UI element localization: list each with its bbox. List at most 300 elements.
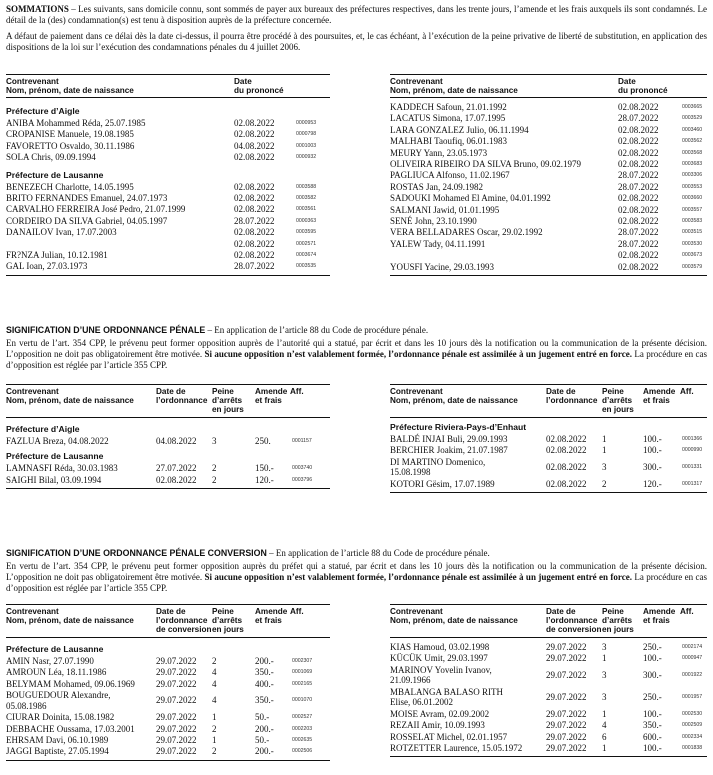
contrevenant-name: CROPANISE Manuele, 19.08.1985: [6, 129, 134, 140]
affaire-number: 0003740: [292, 465, 313, 472]
peine-jours: 1: [212, 712, 217, 723]
table-row: [390, 262, 707, 272]
affaire-number: 0003535: [296, 263, 317, 270]
affaire-number: 0002527: [292, 714, 313, 721]
ordonnance-table-right: [390, 384, 707, 489]
table-row: [390, 205, 707, 215]
column-header-amende: Amende et frais: [643, 387, 676, 405]
table-row: [390, 653, 707, 664]
amende-frais: 200.-: [255, 746, 274, 757]
contrevenant-name: DEBBACHE Oussama, 17.03.2001: [6, 723, 135, 734]
table-row: [6, 463, 330, 474]
table-row: [6, 475, 330, 486]
prononce-date: 02.08.2022: [234, 250, 275, 260]
contrevenant-birthdate: Elise, 06.01.2002: [390, 697, 453, 708]
table-row: [390, 743, 707, 754]
contrevenant-name: ROSTAS Jan, 24.09.1982: [390, 181, 484, 192]
peine-jours: 2: [212, 656, 217, 666]
affaire-number: 0000798: [296, 131, 317, 138]
affaire-number: 0003553: [682, 183, 703, 190]
table-row-continued: [390, 250, 707, 260]
table-row: [390, 687, 707, 709]
amende-frais: 350.-: [643, 720, 662, 731]
column-header-peine: Peine d’arrêts en jours: [602, 607, 634, 634]
affaire-number: 0002165: [292, 680, 313, 687]
ordonnance-intro: SIGNIFICATION D’UNE ORDONNANCE PÉNALE – En application de l’article 88 du Code de procédure pénale.: [6, 325, 429, 335]
affaire-number: 0001838: [682, 745, 703, 751]
column-header-name: Contrevenant Nom, prénom, date de naissance: [390, 607, 518, 625]
affaire-number: 0003562: [682, 138, 703, 145]
table-header: [6, 74, 330, 98]
affaire-number: 0001157: [292, 438, 312, 444]
prononce-date: 02.08.2022: [618, 250, 659, 261]
affaire-number: 0003595: [296, 229, 317, 236]
amende-frais: 50.-: [255, 735, 270, 745]
prononce-date: 02.08.2022: [234, 129, 275, 140]
amende-frais: 120.-: [643, 478, 662, 489]
prefecture-heading: Préfecture Riviera-Pays-d’Enhaut: [390, 422, 527, 432]
contrevenant-name: BOUGUEDOUR Alexandre,: [6, 690, 111, 701]
table-bottom-rule: [6, 488, 330, 489]
contrevenant-name: DI MARTINO Domenico,: [390, 456, 486, 467]
peine-jours: 4: [212, 695, 217, 706]
contrevenant-name: MBALANGA BALASO RITH: [390, 686, 504, 697]
sommations-table-right: [390, 74, 707, 272]
table-row: [6, 204, 330, 214]
ordonnance-date: 29.07.2022: [546, 708, 587, 719]
amende-frais: 200.-: [255, 723, 274, 734]
contrevenant-name: BELYMAM Mohamed, 09.06.1969: [6, 678, 135, 689]
affaire-number: 0000953: [296, 120, 317, 126]
contrevenant-name: SENÉ John, 23.10.1990: [390, 216, 477, 226]
table-header: [390, 384, 707, 418]
contrevenant-name: ROSSELAT Michel, 02.01.1957: [390, 731, 508, 742]
table-row: [390, 239, 707, 249]
table-row: [390, 193, 707, 203]
table-row: [6, 261, 330, 271]
ordonnance-date: 29.07.2022: [156, 656, 197, 666]
ordonnance-date: 02.08.2022: [546, 445, 587, 456]
prononce-date: 02.08.2022: [618, 102, 659, 112]
ordonnance-date: 29.07.2022: [546, 653, 587, 664]
table-row: [6, 690, 330, 712]
prononce-date: 02.08.2022: [618, 124, 659, 135]
affaire-number: 0003530: [682, 240, 703, 247]
table-row: [6, 182, 330, 192]
column-header-name: Contrevenant Nom, prénom, date de naissance: [6, 607, 134, 625]
peine-jours: 1: [212, 735, 217, 745]
ordonnance-date: 29.07.2022: [156, 723, 197, 734]
table-row: [6, 227, 330, 237]
affaire-number: 0003583: [682, 218, 703, 224]
affaire-number: 0001003: [296, 142, 317, 149]
prefecture-heading: Préfecture d’Aigle: [6, 106, 80, 116]
table-row: [390, 434, 707, 445]
affaire-number: 0002635: [292, 737, 313, 743]
column-header-aff: Aff.: [680, 607, 694, 616]
affaire-number: 0003660: [682, 195, 703, 202]
prononce-date: 02.08.2022: [234, 204, 275, 215]
column-header-amende: Amende et frais: [643, 607, 676, 625]
contrevenant-name: MEURY Yann, 23.05.1973: [390, 147, 488, 158]
prononce-date: 02.08.2022: [234, 181, 275, 192]
affaire-number: 0003561: [296, 206, 317, 213]
prononce-date: 28.07.2022: [618, 181, 659, 192]
table-row: [390, 709, 707, 720]
peine-jours: 1: [602, 445, 607, 456]
ordonnance-date: 02.08.2022: [546, 434, 587, 444]
contrevenant-name: DANAILOV Ivan, 17.07.2003: [6, 227, 117, 238]
table-row: [390, 227, 707, 237]
contrevenant-name: AMROUN Léa, 18.11.1986: [6, 667, 107, 678]
column-header-date: Date de l’ordonnance de conversion: [156, 607, 212, 634]
table-row: [390, 125, 707, 135]
table-row: [390, 457, 707, 479]
contrevenant-name: CIURAR Doinita, 15.08.1982: [6, 712, 115, 723]
table-header: [390, 604, 707, 638]
contrevenant-name: CORDEIRO DA SILVA Gabriel, 04.05.1997: [6, 215, 168, 226]
contrevenant-name: EHRSAM Davi, 06.10.1989: [6, 735, 109, 745]
column-header-peine: Peine d’arrêts en jours: [602, 387, 634, 414]
contrevenant-name: AMIN Nasr, 27.07.1990: [6, 656, 94, 666]
contrevenant-name: SALMANI Jawid, 01.01.1995: [390, 204, 500, 215]
contrevenant-name: MALHABI Taoufiq, 06.01.1983: [390, 136, 507, 147]
peine-jours: 4: [602, 720, 607, 731]
affaire-number: 0003529: [682, 115, 703, 122]
contrevenant-name: KÜCÜK Umit, 29.03.1997: [390, 653, 488, 664]
table-row: [6, 129, 330, 139]
affaire-number: 0001317: [682, 480, 703, 487]
contrevenant-name: FR?NZA Julian, 10.12.1981: [6, 250, 108, 260]
ordonnance-title: SIGNIFICATION D’UNE ORDONNANCE PÉNALE: [6, 325, 206, 335]
table-bottom-rule: [6, 275, 330, 276]
column-header-amende: Amende et frais: [255, 607, 288, 625]
table-row: [6, 746, 330, 757]
amende-frais: 250.-: [643, 642, 662, 652]
affaire-number: 0002307: [292, 658, 313, 664]
contrevenant-name: FAZLUA Breza, 04.08.2022: [6, 436, 109, 446]
prononce-date: 28.07.2022: [234, 215, 275, 226]
table-row: [390, 445, 707, 456]
column-header-date: Date de l’ordonnance de conversion: [546, 607, 602, 634]
sommations-intro: SOMMATIONS – Les suivants, sans domicile connu, sont sommés de payer aux bureaux des préfectures respectives, dans les trente jours, l’amende et les frais auxquels ils sont condamnés. Le détail de la (des) condamnation(s) est tenu à disposition auprès de la préfecture concernée.: [6, 4, 707, 25]
peine-jours: 2: [212, 723, 217, 734]
affaire-number: 0000932: [296, 154, 317, 161]
table-row: [6, 656, 330, 667]
affaire-number: 0003515: [682, 229, 703, 236]
table-bottom-rule: [390, 492, 707, 493]
sommations-title: SOMMATIONS: [6, 4, 69, 14]
affaire-number: 0003674: [296, 252, 317, 258]
contrevenant-name: ROTZETTER Laurence, 15.05.1972: [390, 743, 523, 753]
ordonnance-date: 27.07.2022: [156, 463, 197, 474]
prefecture-heading: Préfecture de Lausanne: [6, 644, 104, 654]
ordonnance-date: 29.07.2022: [546, 743, 587, 753]
contrevenant-name: LACATUS Simona, 17.07.1995: [390, 113, 506, 124]
peine-jours: 3: [602, 669, 607, 680]
peine-jours: 1: [602, 708, 607, 719]
ordonnance-date: 29.07.2022: [156, 746, 197, 757]
contrevenant-name: VERA BELLADARES Oscar, 29.02.1992: [390, 227, 543, 238]
contrevenant-birthdate: 21.09.1966: [390, 675, 431, 686]
amende-frais: 50.-: [255, 712, 270, 723]
table-row: [390, 159, 707, 169]
conversion-text: En vertu de l’art. 354 CPP, le prévenu peut former opposition auprès du préfet qui a statué, par écrit et dans les 10 jours dès la notification ou la communication de la présente décision. L’opposition ne doit pas obligatoirement être motivée. Si aucune opposition n’est valablement formée, l’ordonnance pénale est assimilée à un jugement entré en force. La procédure en cas d’opposition est réglée par l’article 355 CPP.: [6, 561, 707, 593]
contrevenant-birthdate: 15.08.1998: [390, 467, 431, 478]
table-row-continued: [6, 239, 330, 249]
affaire-number: 0002506: [292, 748, 313, 755]
amende-frais: 150.-: [255, 463, 274, 474]
contrevenant-name: LARA GONZALEZ Julio, 06.11.1994: [390, 124, 529, 135]
ordonnance-date: 02.08.2022: [546, 478, 587, 489]
table-row: [6, 436, 330, 447]
prefecture-heading: Préfecture de Lausanne: [6, 169, 104, 180]
peine-jours: 3: [602, 461, 607, 472]
prononce-date: 02.08.2022: [234, 152, 275, 163]
table-row: [390, 732, 707, 743]
ordonnance-date: 29.07.2022: [546, 669, 587, 680]
contrevenant-name: YOUSFI Yacine, 29.03.1993: [390, 261, 495, 272]
table-bottom-rule: [390, 275, 707, 276]
table-row: [6, 141, 330, 151]
column-header-peine: Peine d’arrêts en jours: [212, 607, 244, 634]
peine-jours: 3: [602, 691, 607, 702]
prononce-date: 28.07.2022: [618, 238, 659, 249]
affaire-number: 0003796: [292, 476, 313, 483]
affaire-number: 0003683: [682, 161, 703, 167]
prononce-date: 02.08.2022: [618, 159, 659, 169]
prononce-date: 02.08.2022: [618, 136, 659, 147]
prononce-date: 28.07.2022: [618, 227, 659, 238]
affaire-number: 0002174: [682, 644, 703, 650]
contrevenant-name: KIAS Hamoud, 03.02.1998: [390, 642, 490, 652]
table-header: [390, 74, 707, 98]
table-row: [390, 148, 707, 158]
sommations-intro-2: A défaut de paiement dans ce délai dès la date ci-dessus, il pourra être procédé à des poursuites, et, le cas échéant, à l’exécution de la peine privative de liberté de substitution, en application des dispositions de la loi sur l’exécution des condamnations pénales du 4 juillet 2006.: [6, 31, 707, 52]
affaire-number: 0001331: [682, 463, 703, 470]
table-row: [6, 193, 330, 203]
table-row: [6, 712, 330, 723]
contrevenant-name: BENEZECH Charlotte, 14.05.1995: [6, 181, 134, 192]
peine-jours: 1: [602, 743, 607, 753]
affaire-number: 0002571: [296, 240, 317, 247]
amende-frais: 350.-: [255, 695, 274, 706]
prononce-date: 02.08.2022: [618, 193, 659, 204]
contrevenant-name: SADOUKI Mohamed El Amine, 04.01.1992: [390, 193, 551, 204]
ordonnance-date: 29.07.2022: [546, 720, 587, 731]
ordonnance-date: 04.08.2022: [156, 436, 197, 446]
ordonnance-date: 02.08.2022: [546, 461, 587, 472]
contrevenant-name: REZAII Amir, 10.09.1993: [390, 720, 485, 731]
amende-frais: 100.-: [643, 653, 662, 664]
table-row: [390, 665, 707, 687]
amende-frais: 400.-: [255, 678, 274, 689]
ordonnance-date: 29.07.2022: [156, 712, 197, 723]
affaire-number: 0001922: [682, 671, 703, 678]
prononce-date: 28.07.2022: [618, 170, 659, 181]
affaire-number: 0003460: [682, 126, 703, 133]
affaire-number: 0002509: [682, 722, 703, 729]
table-row: [390, 720, 707, 731]
amende-frais: 100.-: [643, 445, 662, 456]
peine-jours: 3: [212, 436, 217, 446]
table-bottom-rule: [390, 756, 707, 757]
affaire-number: 0000990: [682, 447, 703, 454]
affaire-number: 0001069: [292, 669, 313, 676]
prononce-date: 02.08.2022: [234, 238, 275, 249]
peine-jours: 3: [602, 642, 607, 652]
column-header-amende: Amende et frais: [255, 387, 288, 405]
prononce-date: 02.08.2022: [618, 204, 659, 215]
contrevenant-name: SAIGHI Bilal, 03.09.1994: [6, 474, 102, 485]
affaire-number: 0000947: [682, 655, 703, 662]
conversion-intro: SIGNIFICATION D’UNE ORDONNANCE PÉNALE CONVERSION – En application de l’article 88 du Code de procédure pénale.: [6, 548, 490, 558]
column-header-date: Date du prononcé: [618, 77, 668, 95]
contrevenant-name: OLIVEIRA RIBEIRO DA SILVA Bruno, 09.02.1979: [390, 159, 582, 169]
contrevenant-name: BALDÉ INJAI Buli, 29.09.1993: [390, 434, 508, 444]
affaire-number: 0003579: [682, 263, 703, 270]
contrevenant-name: ANIBA Mohammed Réda, 25.07.1985: [6, 118, 146, 128]
ordonnance-date: 02.08.2022: [156, 474, 197, 485]
amende-frais: 200.-: [255, 656, 274, 666]
peine-jours: 1: [602, 653, 607, 664]
table-header: [6, 604, 330, 638]
table-row: [6, 679, 330, 690]
column-header-aff: Aff.: [680, 387, 694, 396]
amende-frais: 350.-: [255, 667, 274, 678]
ordonnance-date: 29.07.2022: [546, 691, 587, 702]
table-bottom-rule: [6, 760, 330, 761]
contrevenant-name: JAGGI Baptiste, 27.05.1994: [6, 746, 109, 757]
prononce-date: 02.08.2022: [234, 118, 275, 128]
contrevenant-name: CARVALHO FERREIRA José Pedro, 21.07.1999: [6, 204, 186, 215]
peine-jours: 2: [212, 474, 217, 485]
column-header-date: Date de l’ordonnance: [546, 387, 598, 405]
peine-jours: 4: [212, 678, 217, 689]
amende-frais: 250.: [255, 436, 271, 446]
affaire-number: 0002530: [682, 710, 703, 717]
column-header-aff: Aff.: [290, 607, 304, 616]
contrevenant-name: LAMNASFI Réda, 30.03.1983: [6, 463, 118, 474]
table-row: [6, 152, 330, 162]
contrevenant-birthdate: 05.08.1986: [6, 700, 47, 711]
ordonnance-table-left: [6, 384, 330, 485]
amende-frais: 100.-: [643, 434, 662, 444]
column-header-aff: Aff.: [290, 387, 304, 396]
contrevenant-name: YALEW Tady, 04.11.1991: [390, 238, 486, 249]
affaire-number: 0003557: [682, 206, 703, 213]
ordonnance-text: En vertu de l’art. 354 CPP, le prévenu peut former opposition auprès de l’autorité qui a statué, par écrit et dans les 10 jours dès la notification ou la communication de la présente décision. L’opposition ne doit pas obligatoirement être motivée. Si aucune opposition n’est valablement formée, l’ordonnance pénale est assimilée à un jugement entré en force. La procédure en cas d’opposition est réglée par l’article 355 CPP.: [6, 338, 707, 370]
contrevenant-name: PAGLIUCA Alfonso, 11.02.1967: [390, 170, 510, 181]
prononce-date: 28.07.2022: [618, 113, 659, 124]
table-row: [390, 642, 707, 653]
affaire-number: 0003582: [296, 195, 317, 201]
column-header-name: Contrevenant Nom, prénom, date de naissance: [390, 387, 518, 405]
prefecture-heading: Préfecture de Lausanne: [6, 451, 104, 462]
affaire-number: 0000363: [296, 217, 317, 224]
affaire-number: 0002334: [682, 733, 703, 740]
table-row: [6, 250, 330, 260]
table-row: [6, 724, 330, 735]
table-row: [390, 102, 707, 112]
table-row: [390, 216, 707, 226]
contrevenant-name: KOTORI Gësim, 17.07.1989: [390, 478, 495, 489]
contrevenant-name: SOLA Chris, 09.09.1994: [6, 152, 96, 163]
column-header-date: Date du prononcé: [234, 77, 284, 95]
amende-frais: 100.-: [643, 708, 662, 719]
ordonnance-date: 29.07.2022: [156, 678, 197, 689]
affaire-number: 0003588: [296, 183, 317, 190]
contrevenant-name: MOISE Avram, 02.09.2002: [390, 708, 490, 719]
conversion-table-left: [6, 604, 330, 757]
prononce-date: 04.08.2022: [234, 140, 275, 151]
table-row: [6, 216, 330, 226]
amende-frais: 300.-: [643, 669, 662, 680]
affaire-number: 0003306: [682, 172, 703, 179]
amende-frais: 600.-: [643, 731, 662, 742]
prefecture-heading: Préfecture d’Aigle: [6, 424, 80, 434]
prononce-date: 02.08.2022: [618, 147, 659, 158]
affaire-number: 0003673: [682, 252, 703, 259]
prononce-date: 02.08.2022: [234, 193, 275, 203]
contrevenant-name: FAVORETTO Osvaldo, 30.11.1986: [6, 140, 135, 151]
contrevenant-name: KADDECH Safoun, 21.01.1992: [390, 102, 507, 112]
affaire-number: 0003568: [682, 149, 703, 156]
column-header-name: Contrevenant Nom, prénom, date de naissance: [6, 77, 134, 95]
ordonnance-date: 29.07.2022: [156, 667, 197, 678]
column-header-date: Date de l’ordonnance: [156, 387, 208, 405]
affaire-number: 0001366: [682, 436, 703, 442]
peine-jours: 1: [602, 434, 607, 444]
affaire-number: 0003665: [682, 104, 703, 110]
contrevenant-name: BRITO FERNANDES Emanuel, 24.07.1973: [6, 193, 168, 203]
affaire-number: 0002203: [292, 725, 313, 732]
column-header-peine: Peine d’arrêts en jours: [212, 387, 244, 414]
affaire-number: 0001070: [292, 697, 313, 704]
peine-jours: 2: [212, 463, 217, 474]
ordonnance-date: 29.07.2022: [546, 731, 587, 742]
table-header: [6, 384, 330, 418]
peine-jours: 6: [602, 731, 607, 742]
table-row: [390, 136, 707, 146]
table-row: [6, 667, 330, 678]
contrevenant-name: BERCHIER Joakim, 21.07.1987: [390, 445, 508, 456]
column-header-name: Contrevenant Nom, prénom, date de naissance: [390, 77, 518, 95]
sommations-table-left: [6, 74, 330, 272]
affaire-number: 0001957: [682, 693, 703, 700]
ordonnance-date: 29.07.2022: [156, 735, 197, 745]
amende-frais: 120.-: [255, 474, 274, 485]
conversion-title: SIGNIFICATION D’UNE ORDONNANCE PÉNALE CONVERSION: [6, 548, 267, 558]
amende-frais: 100.-: [643, 743, 662, 753]
amende-frais: 250.-: [643, 691, 662, 702]
table-row: [390, 113, 707, 123]
peine-jours: 4: [212, 667, 217, 678]
conversion-table-right: [390, 604, 707, 753]
prononce-date: 02.08.2022: [618, 216, 659, 226]
amende-frais: 300.-: [643, 461, 662, 472]
contrevenant-name: MARINOV Yovelin Ivanov,: [390, 664, 492, 675]
column-header-name: Contrevenant Nom, prénom, date de naissance: [6, 387, 134, 405]
ordonnance-date: 29.07.2022: [546, 642, 587, 652]
table-row: [390, 479, 707, 490]
table-row: [390, 170, 707, 180]
prononce-date: 02.08.2022: [234, 227, 275, 238]
ordonnance-date: 29.07.2022: [156, 695, 197, 706]
peine-jours: 2: [602, 478, 607, 489]
prononce-date: 02.08.2022: [618, 261, 659, 272]
table-row: [6, 735, 330, 746]
